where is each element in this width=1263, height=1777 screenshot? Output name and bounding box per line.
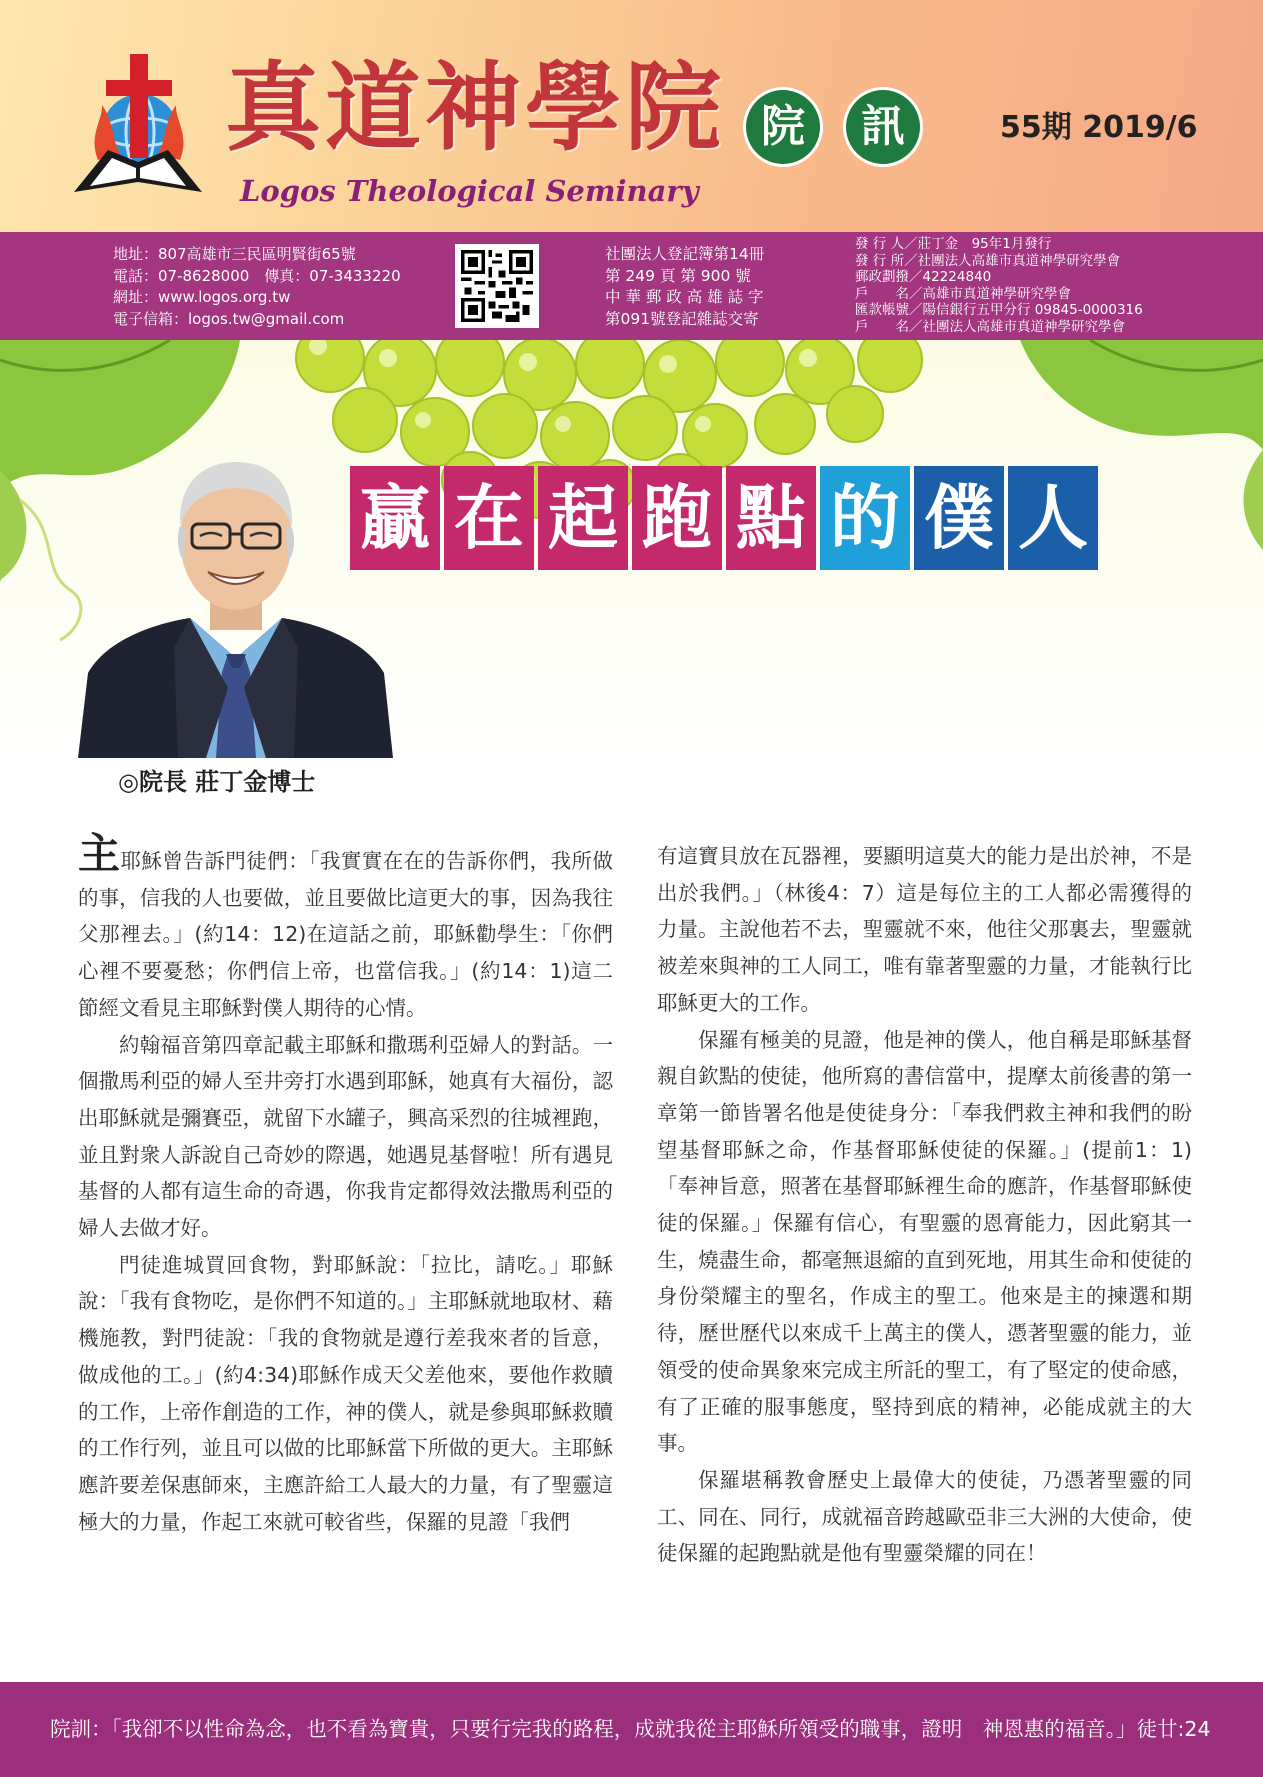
article-paragraph: 保羅有極美的見證，他是神的僕人，他自稱是耶穌基督親自欽點的使徒，他所寫的書信當中，提摩太前後書的第一章第一節皆署名他是使徒身分：「奉我們救主神和我們的盼望基督耶穌之命，作基督耶穌使徒的保羅。」(提前1：1)「奉神旨意，照著在基督耶穌裡生命的應許，作基督耶穌使徒的保羅。」保羅有信心，有聖靈的恩膏能力，因此窮其一生，燒盡生命，都毫無退縮的直到死地，用其生命和使徒的身份榮耀主的聖名，作成主的聖工。他來是主的揀選和期待，歷世歷代以來成千上萬主的僕人，憑著聖靈的能力，並領受的使命異象來完成主所託的聖工，有了堅定的使命感，有了正確的服事態度，堅持到底的精神，必能成就主的大事。 xyxy=(657,1027,1192,1456)
email-link[interactable]: 電子信箱：logos.tw@gmail.com xyxy=(113,309,345,328)
info-bar xyxy=(0,232,1263,340)
article-column-left xyxy=(78,829,613,1540)
publisher-line: 戶 名／高雄市真道神學研究學會 xyxy=(855,285,1071,302)
headline-char: 僕 xyxy=(914,466,1004,570)
issue-number: 55期 2019/6 xyxy=(1000,110,1198,145)
headline-char: 的 xyxy=(820,466,910,570)
photo-caption: ◎院長 莊丁金博士 xyxy=(118,768,316,796)
headline-char: 贏 xyxy=(350,466,440,570)
registration-info xyxy=(605,244,764,330)
footer-bar xyxy=(0,1682,1263,1777)
publisher-line: 發 行 所／社團法人高雄市真道神學研究學會 xyxy=(855,252,1121,269)
article-column-right xyxy=(657,838,1192,1572)
publisher-line: 郵政劃撥／42224840 xyxy=(855,269,992,285)
registration-line: 中 華 郵 政 高 雄 誌 字 xyxy=(605,288,764,306)
phone-line: 電話：07-8628000 傳真：07-3433220 xyxy=(113,266,401,285)
seminary-name-cn: 真道神學院 xyxy=(225,51,725,164)
headline-char: 在 xyxy=(444,466,534,570)
headline xyxy=(350,466,1098,570)
publisher-info xyxy=(855,236,1143,335)
headline-char: 起 xyxy=(538,466,628,570)
website-link[interactable]: 網址：www.logos.org.tw xyxy=(113,288,291,306)
paragraph-text: 耶穌曾告訴門徒們：「我實實在在的告訴你們，我所做的事，信我的人也要做，並且要做比這更大的事，因為我往父那裡去。」(約14：12)在這話之前，耶穌勸學生：「你們心裡不要憂愁；你們信上帝，也當信我。」(約14：1)這二節經文看見主耶穌對僕人期待的心情。 xyxy=(78,849,613,1020)
article-paragraph xyxy=(78,829,613,1027)
president-portrait xyxy=(78,458,393,758)
badge-yuan: 院 xyxy=(746,90,820,164)
registration-line: 第091號登記雜誌交寄 xyxy=(605,309,759,328)
qr-code-icon xyxy=(461,250,533,322)
masthead xyxy=(0,0,1263,232)
hero-banner xyxy=(0,340,1263,760)
drop-cap: 主 xyxy=(78,829,121,878)
headline-char: 跑 xyxy=(632,466,722,570)
publisher-line: 戶 名／社團法人高雄市真道神學研究學會 xyxy=(855,318,1125,335)
article-paragraph: 有這寶貝放在瓦器裡，要顯明這莫大的能力是出於神，不是出於我們。」（林後4：7）這是每位主的工人都必需獲得的力量。主說他若不去，聖靈就不來，他往父那裏去，聖靈就被差來與神的工人同工，唯有靠著聖靈的力量，才能執行比耶穌更大的工作。 xyxy=(657,844,1192,1015)
contact-info xyxy=(113,244,401,330)
badge-xun: 訊 xyxy=(846,90,920,164)
seminary-logo-icon xyxy=(68,50,208,200)
article-paragraph: 約翰福音第四章記載主耶穌和撒瑪利亞婦人的對話。一個撒馬利亞的婦人至井旁打水遇到耶穌，她真有大福份，認出耶穌就是彌賽亞，就留下水罐子，興高采烈的往城裡跑，並且對衆人訴說自己奇妙的際遇，她遇見基督啦！所有遇見基督的人都有這生命的奇遇，你我肯定都得效法撒馬利亞的婦人去做才好。 xyxy=(78,1032,613,1241)
seminary-name-en: Logos Theological Seminary xyxy=(240,174,699,208)
article-paragraph: 門徒進城買回食物，對耶穌說：「拉比，請吃。」耶穌說：「我有食物吃，是你們不知道的。」主耶穌就地取材、藉機施教，對門徒說：「我的食物就是遵行差我來者的旨意，做成他的工。」(約4:34)耶穌作成天父差他來，要他作救贖的工作，上帝作創造的工作，神的僕人，就是參與耶穌救贖的工作行列，並且可以做的比耶穌當下所做的更大。主耶穌應許要差保惠師來，主應許給工人最大的力量，有了聖靈這極大的力量，作起工來就可較省些，保羅的見證「我們 xyxy=(78,1252,613,1534)
headline-char: 人 xyxy=(1008,466,1098,570)
qr-code[interactable] xyxy=(455,244,539,328)
address-line: 地址：807高雄市三民區明賢街65號 xyxy=(113,245,356,263)
publisher-line: 匯款帳號／陽信銀行五甲分行 09845-0000316 xyxy=(855,302,1143,318)
registration-line: 社團法人登記簿第14冊 xyxy=(605,245,765,263)
seminary-motto: 院訓：「我卻不以性命為念，也不看為寶貴，只要行完我的路程，成就我從主耶穌所領受的職事，證明 神恩惠的福音。」徒廿:24 xyxy=(50,1717,1211,1741)
registration-line: 第 249 頁 第 900 號 xyxy=(605,266,751,285)
publisher-line: 發 行 人／莊丁金 95年1月發行 xyxy=(855,236,1052,252)
article-paragraph: 保羅堪稱教會歷史上最偉大的使徒，乃憑著聖靈的同工、同在、同行，成就福音跨越歐亞非三大洲的大使命，使徒保羅的起跑點就是他有聖靈榮耀的同在！ xyxy=(657,1467,1192,1566)
headline-char: 點 xyxy=(726,466,816,570)
